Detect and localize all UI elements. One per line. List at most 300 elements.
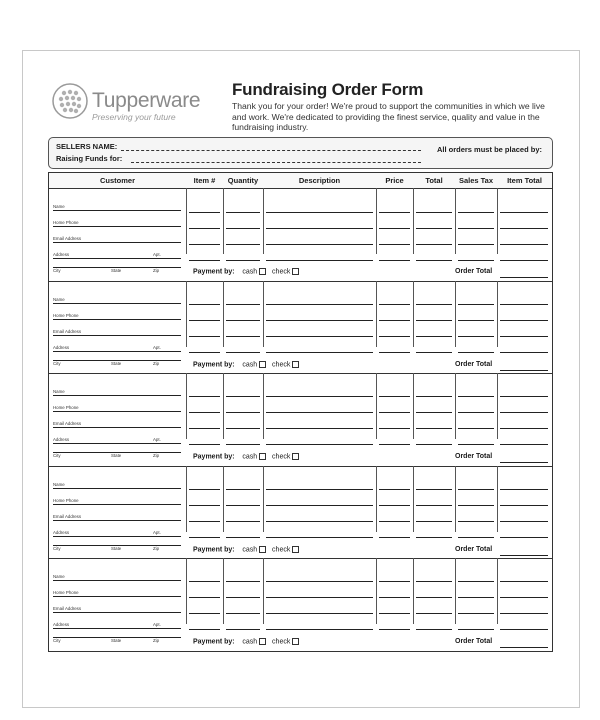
item-entry-field[interactable]: [379, 320, 410, 321]
item-entry-field[interactable]: [266, 244, 373, 245]
item-entry-field[interactable]: [189, 212, 220, 213]
item-entry-field[interactable]: [500, 228, 548, 229]
item-entry-field[interactable]: [458, 304, 494, 305]
column-divider: [376, 558, 377, 624]
check-label: check: [272, 360, 291, 368]
item-entry-field[interactable]: [226, 212, 260, 213]
item-entry-field[interactable]: [226, 428, 260, 429]
item-entry-field[interactable]: [189, 228, 220, 229]
column-divider: [413, 558, 414, 624]
column-divider: [263, 188, 264, 254]
customer-field-label: Home Phone: [53, 497, 79, 503]
order-total-label: Order Total: [455, 545, 493, 553]
cash-label: cash: [242, 360, 258, 368]
item-entry-field[interactable]: [500, 320, 548, 321]
col-description: Description: [298, 176, 341, 185]
zip-label: Zip: [153, 545, 160, 551]
zip-label: Zip: [153, 638, 160, 644]
item-entry-field[interactable]: [266, 581, 373, 582]
order-total-label: Order Total: [455, 360, 493, 368]
item-entry-field[interactable]: [189, 244, 220, 245]
column-divider: [376, 188, 377, 254]
item-entry-field[interactable]: [500, 304, 548, 305]
item-entry-field[interactable]: [500, 629, 548, 630]
block-divider: [49, 281, 552, 282]
customer-field-label: Email Address: [53, 606, 82, 612]
order-total-field[interactable]: [500, 647, 548, 648]
item-entry-field[interactable]: [416, 244, 452, 245]
item-entry-field[interactable]: [379, 613, 410, 614]
order-total-field[interactable]: [500, 462, 548, 463]
item-entry-field[interactable]: [458, 581, 494, 582]
tupperware-emblem-icon: [52, 83, 88, 119]
item-entry-field[interactable]: [500, 581, 548, 582]
column-divider: [263, 373, 264, 439]
column-divider: [223, 373, 224, 439]
item-entry-field[interactable]: [226, 304, 260, 305]
apt-label: Apt.: [153, 529, 161, 535]
city-label: City: [53, 360, 61, 366]
item-entry-field[interactable]: [379, 581, 410, 582]
item-entry-field[interactable]: [379, 212, 410, 213]
item-entry-field[interactable]: [379, 396, 410, 397]
item-entry-field[interactable]: [416, 228, 452, 229]
city-state-zip-field[interactable]: [53, 267, 181, 268]
item-entry-field[interactable]: [458, 629, 494, 630]
item-entry-field[interactable]: [500, 597, 548, 598]
item-entry-field[interactable]: [458, 521, 494, 522]
city-state-zip-field[interactable]: [53, 360, 181, 361]
order-total-field[interactable]: [500, 277, 548, 278]
item-entry-field[interactable]: [500, 260, 548, 261]
item-entry-field[interactable]: [189, 537, 220, 538]
column-divider: [376, 373, 377, 439]
column-divider: [497, 188, 498, 254]
customer-field-label: Email Address: [53, 236, 82, 241]
order-grid: [48, 172, 553, 652]
check-label: check: [272, 268, 291, 276]
item-entry-field[interactable]: [416, 581, 452, 582]
city-state-zip-field[interactable]: [53, 452, 181, 453]
item-entry-field[interactable]: [416, 521, 452, 522]
item-entry-field[interactable]: [416, 260, 452, 261]
payment-label: Payment by:: [193, 268, 235, 276]
customer-field-label: Email Address: [53, 328, 82, 334]
col-quantity: Quantity: [227, 176, 259, 185]
item-entry-field[interactable]: [458, 537, 494, 538]
column-divider: [497, 281, 498, 347]
name-field[interactable]: [53, 303, 181, 304]
cash-label: cash: [242, 268, 258, 276]
item-entry-field[interactable]: [416, 352, 452, 353]
item-entry-field[interactable]: [226, 244, 260, 245]
item-entry-field[interactable]: [189, 581, 220, 582]
cash-checkbox[interactable]: [259, 268, 266, 275]
item-entry-field[interactable]: [226, 629, 260, 630]
zip-label: Zip: [153, 453, 160, 459]
item-entry-field[interactable]: [189, 336, 220, 337]
item-entry-field[interactable]: [416, 537, 452, 538]
column-divider: [497, 373, 498, 439]
col-total: Total: [425, 176, 443, 185]
address-field[interactable]: [53, 351, 181, 352]
customer-field-label: Home Phone: [53, 405, 79, 411]
column-divider: [263, 281, 264, 347]
item-entry-field[interactable]: [226, 489, 260, 490]
payment-row: [193, 453, 299, 460]
customer-field-label: Email Address: [53, 513, 82, 519]
check-checkbox[interactable]: [292, 638, 299, 645]
item-entry-field[interactable]: [226, 581, 260, 582]
zip-label: Zip: [153, 360, 160, 366]
item-entry-field[interactable]: [458, 336, 494, 337]
item-entry-field[interactable]: [379, 505, 410, 506]
item-entry-field[interactable]: [416, 428, 452, 429]
item-entry-field[interactable]: [458, 244, 494, 245]
check-checkbox[interactable]: [292, 268, 299, 275]
item-entry-field[interactable]: [500, 505, 548, 506]
item-entry-field[interactable]: [379, 428, 410, 429]
item-entry-field[interactable]: [458, 428, 494, 429]
item-entry-field[interactable]: [226, 412, 260, 413]
column-divider: [497, 466, 498, 532]
item-entry-field[interactable]: [500, 412, 548, 413]
item-entry-field[interactable]: [226, 613, 260, 614]
item-entry-field[interactable]: [500, 444, 548, 445]
home-phone-field[interactable]: [53, 596, 181, 597]
item-entry-field[interactable]: [416, 396, 452, 397]
item-entry-field[interactable]: [226, 260, 260, 261]
name-field[interactable]: [53, 210, 181, 211]
customer-field-label: Email Address: [53, 421, 82, 427]
item-entry-field[interactable]: [266, 320, 373, 321]
sellers-name-field[interactable]: [121, 150, 421, 151]
apt-label: Apt.: [153, 622, 161, 628]
state-label: State: [111, 360, 122, 366]
item-entry-field[interactable]: [226, 521, 260, 522]
cash-label: cash: [242, 638, 258, 646]
email-field[interactable]: [53, 427, 181, 428]
email-field[interactable]: [53, 612, 181, 613]
item-entry-field[interactable]: [458, 260, 494, 261]
item-entry-field[interactable]: [379, 521, 410, 522]
cash-checkbox[interactable]: [259, 546, 266, 553]
column-divider: [263, 466, 264, 532]
check-label: check: [272, 453, 291, 461]
item-entry-field[interactable]: [458, 320, 494, 321]
city-label: City: [53, 453, 61, 459]
item-entry-field[interactable]: [379, 304, 410, 305]
column-divider: [455, 188, 456, 254]
brand-tagline: Preserving your future: [92, 112, 176, 122]
item-entry-field[interactable]: [189, 629, 220, 630]
item-entry-field[interactable]: [189, 260, 220, 261]
payment-label: Payment by:: [193, 546, 235, 554]
intro-text: Thank you for your order! We're proud to support the communities in which we live and work. We're dedicated to providing the finest service, quality and value in the fundraising industry.: [232, 101, 545, 133]
item-entry-field[interactable]: [266, 336, 373, 337]
customer-field-label: Home Phone: [53, 312, 79, 318]
customer-field-label: Name: [53, 296, 65, 302]
city-state-zip-field[interactable]: [53, 545, 181, 546]
seller-box: [48, 137, 553, 169]
home-phone-field[interactable]: [53, 226, 181, 227]
state-label: State: [111, 453, 122, 459]
address-field[interactable]: [53, 536, 181, 537]
home-phone-field[interactable]: [53, 411, 181, 412]
customer-field-label: Name: [53, 481, 65, 487]
item-entry-field[interactable]: [458, 489, 494, 490]
item-entry-field[interactable]: [379, 352, 410, 353]
block-divider: [49, 466, 552, 467]
brand-logo: [52, 83, 212, 127]
city-label: City: [53, 268, 61, 273]
item-entry-field[interactable]: [266, 629, 373, 630]
item-entry-field[interactable]: [379, 629, 410, 630]
item-entry-field[interactable]: [266, 489, 373, 490]
item-entry-field[interactable]: [266, 412, 373, 413]
column-divider: [223, 466, 224, 532]
item-entry-field[interactable]: [226, 352, 260, 353]
item-entry-field[interactable]: [500, 212, 548, 213]
item-entry-field[interactable]: [266, 521, 373, 522]
item-entry-field[interactable]: [189, 304, 220, 305]
item-entry-field[interactable]: [416, 629, 452, 630]
customer-field-label: Name: [53, 204, 65, 209]
email-field[interactable]: [53, 242, 181, 243]
item-entry-field[interactable]: [266, 304, 373, 305]
address-field[interactable]: [53, 258, 181, 259]
item-entry-field[interactable]: [500, 352, 548, 353]
item-entry-field[interactable]: [416, 336, 452, 337]
item-entry-field[interactable]: [500, 428, 548, 429]
column-divider: [376, 281, 377, 347]
check-label: check: [272, 546, 291, 554]
item-entry-field[interactable]: [416, 444, 452, 445]
item-entry-field[interactable]: [266, 228, 373, 229]
zip-label: Zip: [153, 268, 160, 273]
item-entry-field[interactable]: [226, 597, 260, 598]
cash-label: cash: [242, 546, 258, 554]
name-field[interactable]: [53, 488, 181, 489]
item-entry-field[interactable]: [226, 320, 260, 321]
page-title: Fundraising Order Form: [232, 80, 424, 99]
item-entry-field[interactable]: [189, 412, 220, 413]
item-entry-field[interactable]: [458, 597, 494, 598]
item-entry-field[interactable]: [189, 597, 220, 598]
column-divider: [263, 558, 264, 624]
address-field[interactable]: [53, 443, 181, 444]
customer-field-label: Address: [53, 529, 70, 535]
item-entry-field[interactable]: [189, 320, 220, 321]
state-label: State: [111, 545, 122, 551]
name-field[interactable]: [53, 395, 181, 396]
state-label: State: [111, 268, 122, 273]
item-entry-field[interactable]: [226, 505, 260, 506]
col-customer: Customer: [99, 176, 135, 185]
city-state-zip-field[interactable]: [53, 637, 181, 638]
column-divider: [186, 281, 187, 347]
city-label: City: [53, 638, 61, 644]
item-entry-field[interactable]: [266, 212, 373, 213]
column-divider: [186, 373, 187, 439]
item-entry-field[interactable]: [458, 212, 494, 213]
column-divider: [455, 373, 456, 439]
col-price: Price: [385, 176, 404, 185]
item-entry-field[interactable]: [458, 505, 494, 506]
item-entry-field[interactable]: [500, 396, 548, 397]
deadline-label: All orders must be placed by:: [436, 145, 542, 154]
payment-label: Payment by:: [193, 453, 235, 461]
item-entry-field[interactable]: [416, 412, 452, 413]
col-item-number: Item #: [193, 176, 216, 185]
item-entry-field[interactable]: [189, 396, 220, 397]
customer-field-label: Address: [53, 344, 70, 350]
apt-label: Apt.: [153, 344, 161, 350]
item-entry-field[interactable]: [189, 521, 220, 522]
customer-field-label: Name: [53, 574, 65, 580]
address-field[interactable]: [53, 628, 181, 629]
block-divider: [49, 373, 552, 374]
item-entry-field[interactable]: [458, 352, 494, 353]
item-entry-field[interactable]: [266, 613, 373, 614]
item-entry-field[interactable]: [226, 228, 260, 229]
email-field[interactable]: [53, 335, 181, 336]
customer-field-label: Home Phone: [53, 220, 79, 225]
cash-checkbox[interactable]: [259, 638, 266, 645]
item-entry-field[interactable]: [266, 352, 373, 353]
item-entry-field[interactable]: [416, 613, 452, 614]
item-entry-field[interactable]: [189, 444, 220, 445]
payment-label: Payment by:: [193, 638, 235, 646]
column-divider: [376, 466, 377, 532]
check-checkbox[interactable]: [292, 546, 299, 553]
item-entry-field[interactable]: [379, 597, 410, 598]
item-entry-field[interactable]: [189, 489, 220, 490]
item-entry-field[interactable]: [500, 613, 548, 614]
payment-label: Payment by:: [193, 360, 235, 368]
email-field[interactable]: [53, 520, 181, 521]
item-entry-field[interactable]: [416, 505, 452, 506]
payment-row: [193, 638, 299, 645]
check-checkbox[interactable]: [292, 453, 299, 460]
payment-row: [193, 546, 299, 553]
raising-funds-field[interactable]: [131, 162, 421, 163]
item-entry-field[interactable]: [416, 304, 452, 305]
item-entry-field[interactable]: [266, 597, 373, 598]
raising-funds-label: Raising Funds for:: [56, 154, 123, 163]
customer-field-label: Address: [53, 622, 70, 628]
customer-field-label: Home Phone: [53, 590, 79, 596]
apt-label: Apt.: [153, 252, 161, 257]
item-entry-field[interactable]: [189, 505, 220, 506]
column-divider: [455, 466, 456, 532]
item-entry-field[interactable]: [379, 444, 410, 445]
col-item-total: Item Total: [507, 176, 542, 185]
home-phone-field[interactable]: [53, 319, 181, 320]
apt-label: Apt.: [153, 437, 161, 443]
sellers-name-label: SELLERS NAME:: [56, 142, 118, 151]
item-entry-field[interactable]: [379, 228, 410, 229]
item-entry-field[interactable]: [189, 613, 220, 614]
item-entry-field[interactable]: [458, 396, 494, 397]
customer-field-label: Address: [53, 252, 70, 257]
name-field[interactable]: [53, 580, 181, 581]
item-entry-field[interactable]: [266, 260, 373, 261]
item-entry-field[interactable]: [416, 489, 452, 490]
column-divider: [413, 188, 414, 254]
item-entry-field[interactable]: [458, 228, 494, 229]
city-label: City: [53, 545, 61, 551]
item-entry-field[interactable]: [379, 537, 410, 538]
item-entry-field[interactable]: [416, 212, 452, 213]
column-divider: [413, 373, 414, 439]
column-divider: [497, 558, 498, 624]
item-entry-field[interactable]: [500, 489, 548, 490]
cash-label: cash: [242, 453, 258, 461]
customer-field-label: Address: [53, 437, 70, 443]
order-total-label: Order Total: [455, 268, 493, 275]
item-entry-field[interactable]: [458, 613, 494, 614]
column-header-row: [49, 173, 552, 189]
col-sales-tax: Sales Tax: [458, 176, 494, 185]
item-entry-field[interactable]: [458, 444, 494, 445]
column-divider: [223, 188, 224, 254]
item-entry-field[interactable]: [266, 396, 373, 397]
home-phone-field[interactable]: [53, 504, 181, 505]
column-divider: [223, 281, 224, 347]
brand-name: Tupperware: [92, 89, 201, 112]
item-entry-field[interactable]: [379, 336, 410, 337]
item-entry-field[interactable]: [416, 320, 452, 321]
item-entry-field[interactable]: [379, 244, 410, 245]
item-entry-field[interactable]: [416, 597, 452, 598]
item-entry-field[interactable]: [500, 336, 548, 337]
check-checkbox[interactable]: [292, 361, 299, 368]
item-entry-field[interactable]: [226, 537, 260, 538]
item-entry-field[interactable]: [266, 505, 373, 506]
column-divider: [413, 281, 414, 347]
item-entry-field[interactable]: [266, 428, 373, 429]
item-entry-field[interactable]: [226, 444, 260, 445]
column-divider: [455, 558, 456, 624]
cash-checkbox[interactable]: [259, 361, 266, 368]
column-divider: [186, 466, 187, 532]
item-entry-field[interactable]: [458, 412, 494, 413]
item-entry-field[interactable]: [379, 412, 410, 413]
order-total-label: Order Total: [455, 453, 493, 461]
order-total-field[interactable]: [500, 370, 548, 371]
item-entry-field[interactable]: [500, 521, 548, 522]
order-total-field[interactable]: [500, 555, 548, 556]
customer-field-label: Name: [53, 389, 65, 395]
item-entry-field[interactable]: [226, 336, 260, 337]
item-entry-field[interactable]: [500, 244, 548, 245]
item-entry-field[interactable]: [500, 537, 548, 538]
item-entry-field[interactable]: [189, 428, 220, 429]
item-entry-field[interactable]: [189, 352, 220, 353]
item-entry-field[interactable]: [266, 537, 373, 538]
column-divider: [455, 281, 456, 347]
item-entry-field[interactable]: [226, 396, 260, 397]
item-entry-field[interactable]: [266, 444, 373, 445]
cash-checkbox[interactable]: [259, 453, 266, 460]
item-entry-field[interactable]: [379, 489, 410, 490]
check-label: check: [272, 638, 291, 646]
item-entry-field[interactable]: [379, 260, 410, 261]
column-divider: [223, 558, 224, 624]
payment-row: [193, 268, 299, 275]
payment-row: [193, 361, 299, 368]
